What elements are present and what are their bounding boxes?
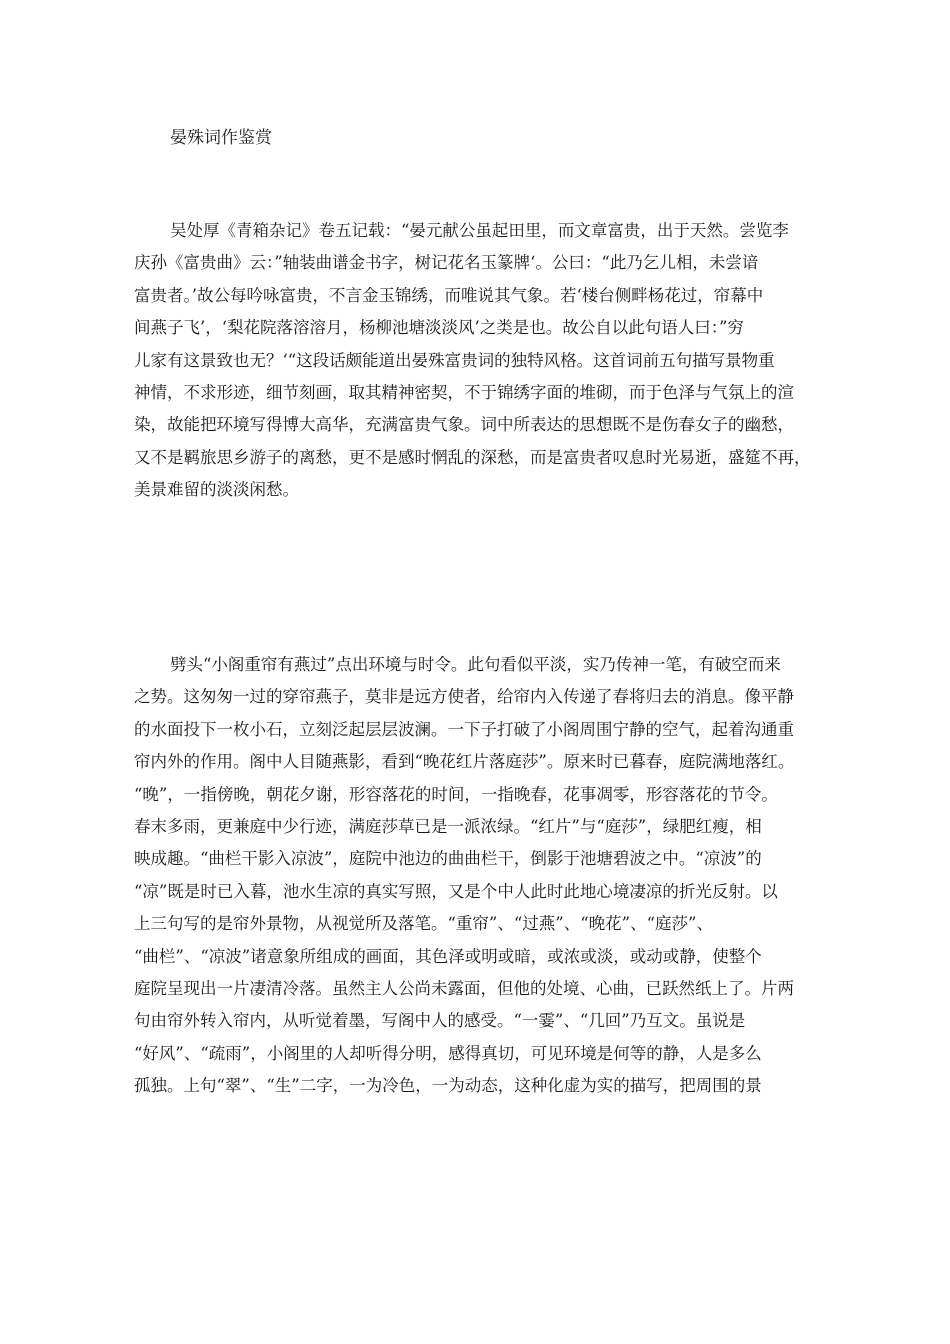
- paragraph-line: 劈头“小阁重帘有燕过”点出环境与时令。此句看似平淡，实乃传神一笔，有破空而来: [170, 655, 781, 674]
- paragraph-line: “晚”，一指傍晚，朝花夕谢，形容落花的时间，一指晚春，花事凋零，形容落花的节令。: [134, 784, 778, 804]
- paragraph-line: 映成趣。“曲栏干影入凉波”，庭院中池边的曲曲栏干，倒影于池塘碧波之中。“凉波”的: [134, 849, 762, 869]
- paragraph-line: 上三句写的是帘外景物，从视觉所及落笔。“重帘”、“过燕”、“晚花”、“庭莎”、: [134, 914, 713, 934]
- paragraph-line: 孤独。上句“翠”、“生”二字，一为冷色，一为动态，这种化虚为实的描写，把周围的景: [134, 1076, 762, 1096]
- paragraph-line: 之势。这匆匆一过的穿帘燕子，莫非是远方使者，给帘内入传递了春将归去的消息。像平静: [134, 687, 794, 707]
- paragraph-line: 间燕子飞’，‘梨花院落溶溶月，杨柳池塘淡淡风’之类是也。故公自以此句语人曰：”穷: [134, 318, 744, 338]
- paragraph-line: 春末多雨，更兼庭中少行迹，满庭莎草已是一派浓绿。“红片”与“庭莎”，绿肥红瘦，相: [134, 816, 762, 836]
- paragraph-line: 句由帘外转入帘内，从听觉着墨，写阁中人的感受。“一霎”、“几回”乃互文。虽说是: [134, 1011, 746, 1031]
- paragraph-line: “曲栏”、“凉波”诸意象所组成的画面，其色泽或明或暗，或浓或淡，或动或静，使整个: [134, 946, 762, 966]
- paragraph-2: [134, 649, 824, 1102]
- paragraph-1: [134, 215, 824, 507]
- paragraph-line: 美景难留的淡淡闲愁。: [134, 480, 299, 500]
- paragraph-line: “凉”既是时已入暮，池水生凉的真实写照，又是个中人此时此地心境凄凉的折光反射。以: [134, 881, 778, 901]
- paragraph-line: 富贵者。’故公每吟咏富贵，不言金玉锦绣，而唯说其气象。若‘楼台侧畔杨花过，帘幕中: [134, 285, 764, 305]
- paragraph-line: 儿家有这景致也无？‘“这段话颇能道出晏殊富贵词的独特风格。这首词前五句描写景物重: [134, 350, 775, 370]
- paragraph-line: 吴处厚《青箱杂记》卷五记载：“晏元献公虽起田里，而文章富贵，出于天然。尝览李: [170, 221, 789, 240]
- paragraph-line: 的水面投下一枚小石，立刻泛起层层波澜。一下子打破了小阁周围宁静的空气，起着沟通重: [134, 719, 794, 739]
- paragraph-line: 帘内外的作用。阁中人目随燕影，看到“晚花红片落庭莎”。原来时已暮春，庭院满地落红。: [134, 752, 795, 772]
- paragraph-line: 庭院呈现出一片凄清冷落。虽然主人公尚未露面，但他的处境、心曲，已跃然纸上了。片两: [134, 978, 794, 998]
- paragraph-line: 庆孙《富贵曲》云：”轴装曲谱金书字，树记花名玉篆牌‘。公曰：“此乃乞儿相，未尝谙: [134, 253, 759, 273]
- document-title: 晏殊词作鉴赏: [170, 128, 272, 148]
- paragraph-line: 又不是羁旅思乡游子的离愁，更不是感时惘乱的深愁，而是富贵者叹息时光易逝，盛筵不再，: [134, 447, 811, 467]
- paragraph-line: “好风”、“疏雨”，小阁里的人却听得分明，感得真切，可见环境是何等的静，人是多么: [134, 1043, 762, 1063]
- paragraph-line: 染，故能把环境写得博大高华，充满富贵气象。词中所表达的思想既不是伤春女子的幽愁，: [134, 415, 794, 435]
- paragraph-line: 神情，不求形迹，细节刻画，取其精神密契，不于锦绣字面的堆砌，而于色泽与气氛上的渲: [134, 382, 794, 402]
